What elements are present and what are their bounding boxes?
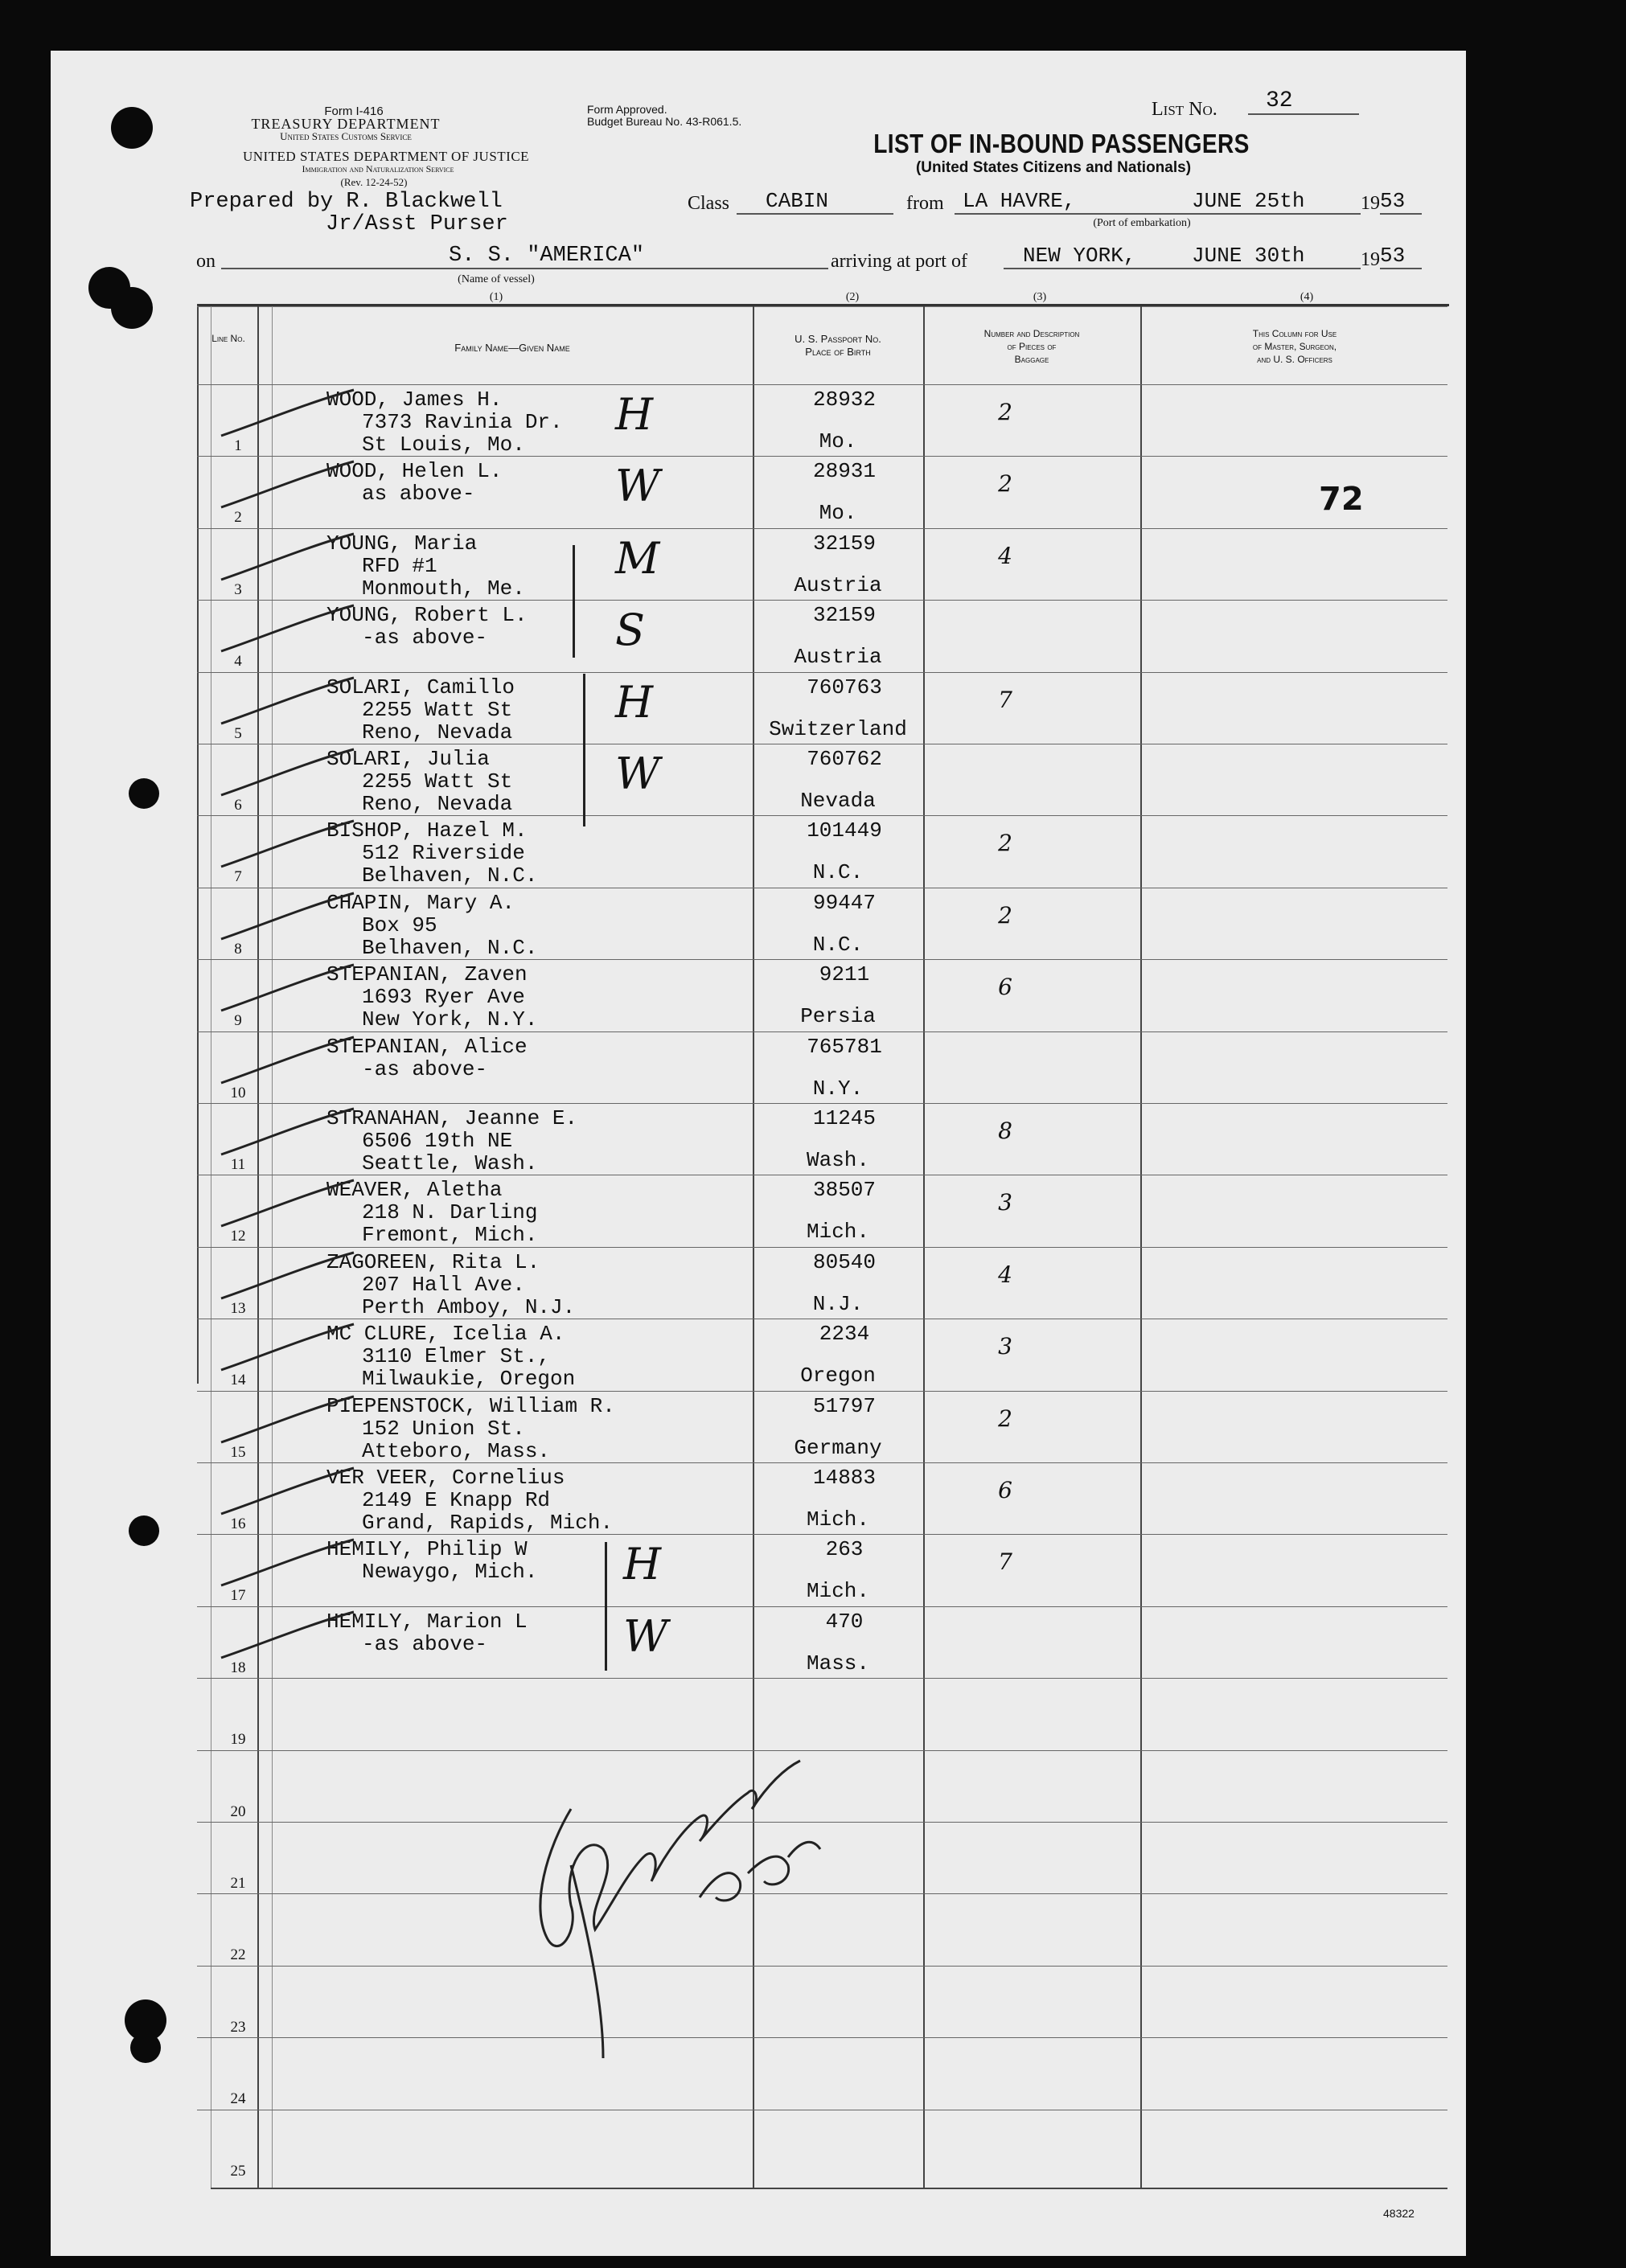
passenger-address: 2255 Watt St [362,769,513,794]
place-of-birth: Mich. [806,1220,870,1244]
passenger-address: 152 Union St. [362,1417,525,1441]
passport-number: 32159 [812,603,877,627]
form-approved: Form Approved. [587,103,667,116]
passenger-name: YOUNG, Maria [326,531,478,556]
row-rule [197,528,1447,529]
baggage-count: 4 [998,543,1012,569]
line-number: 25 [230,2163,246,2180]
place-of-birth: Mo. [819,501,857,525]
embarkation-port: LA HAVRE, [955,189,1361,215]
family-bracket [605,1542,607,1671]
passenger-name: HEMILY, Marion L [326,1610,528,1634]
passenger-address: Seattle, Wash. [362,1151,538,1175]
row-rule [197,384,1447,385]
row-rule [197,1247,1447,1248]
document-subtitle: (United States Citizens and Nationals) [915,159,1192,176]
list-no: 32 [1248,88,1359,115]
passport-number: 760763 [807,675,882,699]
passenger-name: SOLARI, Julia [326,747,490,771]
place-of-birth: Oregon [800,1364,876,1388]
passenger-name: MC CLURE, Icelia A. [326,1322,565,1346]
arrival-date: JUNE 30th [1192,244,1305,268]
passenger-address: New York, N.Y. [362,1007,538,1031]
col-header-baggage-3: Baggage [1014,354,1049,365]
line-number: 7 [234,868,242,885]
place-of-birth: Austria [794,645,882,669]
embark-year-prefix: 19 [1361,193,1380,214]
passenger-address: 512 Riverside [362,841,525,865]
family-bracket [583,674,585,826]
checkmark-stroke [213,386,358,442]
handwritten-signature [515,1664,836,2066]
place-of-birth: Germany [794,1436,882,1460]
checkmark-stroke [213,674,358,730]
revision: (Rev. 12-24-52) [340,176,408,188]
line-number: 13 [230,1300,246,1317]
col-header-passport-2: Place of Birth [805,346,871,358]
passenger-address: Fremont, Mich. [362,1223,538,1247]
passenger-address: Box 95 [362,913,437,937]
arrival-port: NEW YORK, [1004,244,1361,269]
checkmark-stroke [213,1105,358,1161]
line-number: 3 [234,581,242,598]
passenger-name: WOOD, James H. [326,388,503,412]
baggage-count: 2 [998,902,1012,929]
passport-number: 470 [825,1610,864,1634]
passport-number: 32159 [812,531,877,556]
list-no-label: List No. [1152,99,1217,120]
place-of-birth: Persia [800,1004,876,1028]
passport-number: 28931 [812,459,877,483]
passenger-name: YOUNG, Robert L. [326,603,528,627]
checkmark-stroke [213,1392,358,1449]
class-value: CABIN [737,189,893,215]
prepared-title: Jr/Asst Purser [326,212,508,236]
embarkation-date: JUNE 25th [1192,189,1305,213]
passenger-name: HEMILY, Philip W [326,1537,528,1561]
row-rule [197,1031,1447,1032]
row-rule [197,815,1447,816]
line-number: 17 [230,1587,246,1604]
handwritten-mark: H [623,1539,662,1589]
passenger-name: VER VEER, Cornelius [326,1466,565,1490]
passenger-address: 1693 Ryer Ave [362,985,525,1009]
col-number-2: (2) [845,291,860,303]
line-number: 2 [234,509,242,526]
ins-service: Immigration and Naturalization Service [302,163,454,174]
line-number: 12 [230,1228,246,1245]
handwritten-mark: W [615,461,660,511]
passenger-name: CHAPIN, Mary A. [326,891,515,915]
baggage-count: 3 [998,1189,1012,1216]
line-number: 18 [230,1659,246,1676]
baggage-count: 7 [998,1548,1012,1575]
col-header-officers-3: and U. S. Officers [1257,354,1332,365]
baggage-count: 6 [998,974,1012,1000]
col-header-line-text: Line No. [211,333,245,344]
line-number: 16 [230,1515,246,1532]
line-number: 19 [230,1731,246,1748]
passenger-address: 218 N. Darling [362,1200,538,1224]
class-label: Class [688,193,730,214]
passenger-address: Newaygo, Mich. [362,1560,538,1584]
line-number: 1 [234,437,242,454]
place-of-birth: N.J. [812,1292,864,1316]
passport-number: 2234 [819,1322,870,1346]
baggage-count: 3 [998,1333,1012,1360]
arrival-year: 53 [1380,244,1422,269]
row-rule [197,600,1447,601]
line-number: 22 [230,1946,246,1963]
col-header-officers-2: of Master, Surgeon, [1252,341,1337,352]
punch-hole [130,2032,161,2063]
col-number-1: (1) [489,291,503,303]
place-of-birth: Austria [794,573,882,597]
arriving-label: arriving at port of [831,251,967,272]
form-stock-number: 48322 [1383,2207,1415,2220]
passenger-name: WOOD, Helen L. [326,459,503,483]
handwritten-mark: H [615,389,654,440]
place-of-birth: Mass. [806,1651,870,1675]
passenger-address: 207 Hall Ave. [362,1273,525,1297]
document-title: LIST OF IN-BOUND PASSENGERS [873,129,1250,158]
family-bracket [573,545,575,658]
officer-note: 72 [1319,481,1364,518]
checkmark-stroke [213,1176,358,1232]
passport-number: 765781 [807,1035,882,1059]
passport-number: 9211 [819,962,870,986]
punch-hole [129,1515,159,1546]
line-number: 6 [234,797,242,814]
table-bottom-rule [211,2188,1447,2189]
passenger-name: STEPANIAN, Zaven [326,962,528,986]
baggage-count: 2 [998,470,1012,497]
line-number: 23 [230,2019,246,2036]
place-of-birth: Mich. [806,1579,870,1603]
passport-number: 28932 [812,388,877,412]
checkmark-stroke [213,961,358,1017]
passport-number: 760762 [807,747,882,771]
line-number: 4 [234,653,242,670]
place-of-birth: Wash. [806,1148,870,1172]
row-rule [197,1391,1447,1392]
checkmark-stroke [213,889,358,945]
passenger-address: RFD #1 [362,554,437,578]
passport-number: 99447 [812,891,877,915]
checkmark-stroke [213,1536,358,1592]
passport-number: 14883 [812,1466,877,1490]
passport-number: 101449 [807,818,882,843]
passenger-name: WEAVER, Aletha [326,1178,503,1202]
line-number: 20 [230,1803,246,1820]
baggage-count: 4 [998,1261,1012,1288]
table-top-rule [197,306,1447,307]
passenger-address: Belhaven, N.C. [362,863,538,888]
line-number: 9 [234,1012,242,1029]
passenger-address: Belhaven, N.C. [362,936,538,960]
passenger-name: STRANAHAN, Jeanne E. [326,1106,578,1130]
passport-number: 80540 [812,1250,877,1274]
passenger-name: ZAGOREEN, Rita L. [326,1250,540,1274]
passenger-name: BISHOP, Hazel M. [326,818,528,843]
handwritten-mark: W [615,748,660,799]
checkmark-stroke [213,530,358,586]
passenger-address: 6506 19th NE [362,1129,513,1153]
form-number: Form I-416 [324,105,384,118]
passenger-address: Milwaukie, Oregon [362,1367,576,1391]
checkmark-stroke [213,601,358,658]
handwritten-mark: S [615,605,645,655]
col-header-officers-1: This Column for Use [1252,328,1337,339]
line-number: 5 [234,725,242,742]
passenger-address: 7373 Ravinia Dr. [362,410,563,434]
checkmark-stroke [213,1464,358,1520]
passenger-name: SOLARI, Camillo [326,675,515,699]
punch-hole [111,287,153,329]
place-of-birth: Mich. [806,1507,870,1532]
passenger-address: -as above- [362,1632,488,1656]
passenger-address: as above- [362,482,475,506]
passport-number: 263 [825,1537,864,1561]
row-rule [197,1606,1447,1607]
baggage-count: 7 [998,687,1012,713]
handwritten-mark: M [615,533,660,584]
passenger-name: PIEPENSTOCK, William R. [326,1394,615,1418]
passenger-address: Perth Amboy, N.J. [362,1295,576,1319]
passenger-address: -as above- [362,625,488,650]
budget-bureau: Budget Bureau No. 43-R061.5. [587,115,742,128]
baggage-count: 2 [998,399,1012,425]
passenger-name: STEPANIAN, Alice [326,1035,528,1059]
row-rule [197,959,1447,960]
passenger-address: -as above- [362,1057,488,1081]
from-label: from [906,193,944,214]
row-rule [197,1103,1447,1104]
place-of-birth: N.Y. [812,1077,864,1101]
col-header-passport-1: U. S. Passport No. [795,333,881,345]
place-of-birth: N.C. [812,860,864,884]
row-rule [197,1462,1447,1463]
vessel-caption: (Name of vessel) [458,273,535,285]
checkmark-stroke [213,817,358,873]
col-header-baggage-1: Number and Description [983,328,1080,339]
col-number-4: (4) [1300,291,1314,303]
place-of-birth: Mo. [819,429,857,453]
checkmark-stroke [213,1249,358,1305]
col-number-3: (3) [1033,291,1047,303]
place-of-birth: Switzerland [769,717,907,741]
passenger-address: Reno, Nevada [362,720,513,744]
punch-hole [129,778,159,809]
line-number: 11 [230,1156,246,1173]
passenger-address: Reno, Nevada [362,792,513,816]
baggage-count: 2 [998,830,1012,856]
passenger-address: Atteboro, Mass. [362,1439,551,1463]
place-of-birth: N.C. [812,933,864,957]
checkmark-stroke [213,457,358,514]
line-number: 8 [234,941,242,958]
passport-number: 38507 [812,1178,877,1202]
passenger-address: Monmouth, Me. [362,576,525,601]
prepared-by: Prepared by R. Blackwell [190,190,503,214]
row-rule [197,456,1447,457]
col-header-line [211,333,245,344]
port-caption: (Port of embarkation) [1093,217,1191,229]
passport-number: 11245 [812,1106,877,1130]
line-number: 14 [230,1372,246,1388]
passport-number: 51797 [812,1394,877,1418]
justice-department: UNITED STATES DEPARTMENT OF JUSTICE [242,149,530,164]
line-number: 24 [230,2090,246,2107]
checkmark-stroke [213,1033,358,1089]
baggage-count: 6 [998,1477,1012,1503]
row-rule [197,672,1447,673]
baggage-count: 2 [998,1405,1012,1432]
passenger-address: 3110 Elmer St., [362,1344,551,1368]
on-label: on [196,251,216,272]
customs-service: United States Customs Service [280,130,412,142]
line-number: 15 [230,1444,246,1461]
handwritten-mark: W [623,1611,668,1662]
line-number: 21 [230,1875,246,1892]
checkmark-stroke [213,745,358,802]
punch-hole [111,107,153,149]
baggage-count: 8 [998,1118,1012,1144]
arrival-year-prefix: 19 [1361,249,1380,270]
row-rule [197,1534,1447,1535]
checkmark-stroke [213,1608,358,1664]
place-of-birth: Nevada [800,789,876,813]
passenger-address: St Louis, Mo. [362,433,525,457]
passenger-address: 2255 Watt St [362,698,513,722]
col-header-baggage-2: of Pieces of [1007,341,1057,352]
vessel-name: S. S. "AMERICA" [221,244,828,269]
passenger-address: Grand, Rapids, Mich. [362,1511,614,1535]
checkmark-stroke [213,1320,358,1376]
passenger-address: 2149 E Knapp Rd [362,1488,551,1512]
embarkation-year: 53 [1380,189,1422,215]
handwritten-mark: H [615,677,654,728]
department: TREASURY DEPARTMENT [251,116,441,132]
line-number: 10 [230,1085,246,1101]
col-header-name: Family Name—Given Name [454,342,570,354]
